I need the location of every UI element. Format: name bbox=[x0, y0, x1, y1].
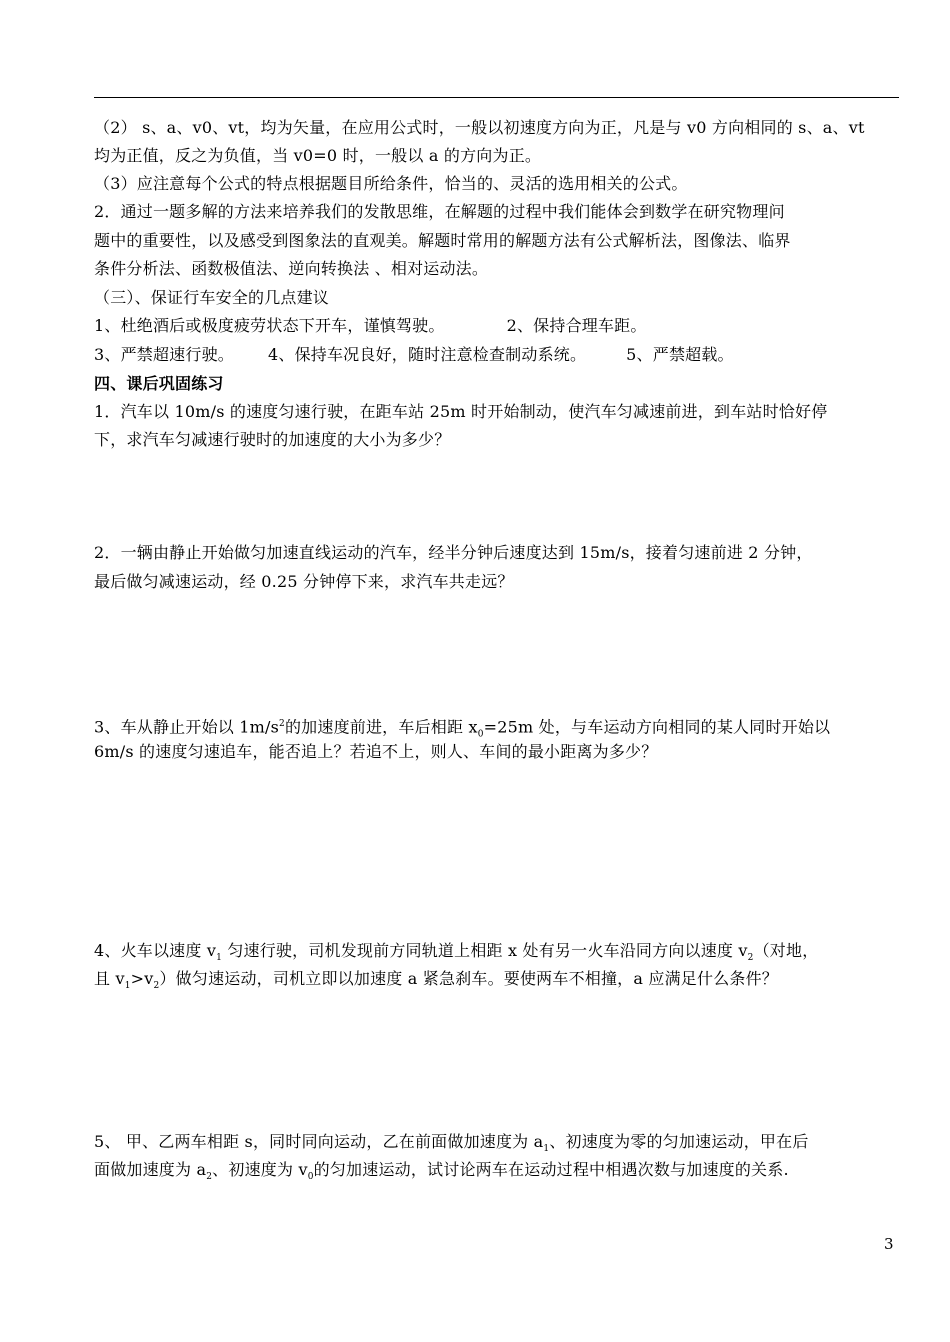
question-5-line-1: 5、 甲、乙两车相距 s，同时同向运动，乙在前面做加速度为 $a_1$、初速度为零的匀加速运动，甲在后 bbox=[94, 1132, 809, 1155]
section-title: 四、课后巩固练习 bbox=[94, 374, 224, 393]
question-2-line-1: 2．一辆由静止开始做匀加速直线运动的汽车，经半分钟后速度达到 15m/s，接着匀速前进 2 分钟， bbox=[94, 543, 813, 562]
tip-4: 4、保持车况良好，随时注意检查制动系统。 bbox=[267, 345, 587, 364]
question-1-line-1: 1．汽车以 10m/s 的速度匀速行驶，在距车站 25m 时开始制动，使汽车匀减速前进，到车站时恰好停 bbox=[94, 402, 828, 421]
tip-5: 5、严禁超载。 bbox=[626, 345, 734, 364]
question-2-line-2: 最后做匀减速运动，经 0.25 分钟停下来，求汽车共走远？ bbox=[94, 572, 514, 591]
text-line: （3）应注意每个公式的特点根据题目所给条件，恰当的、灵活的选用相关的公式。 bbox=[94, 174, 688, 193]
tips-line bbox=[94, 316, 904, 336]
question-4-line-2: 且 $v_1>v_2$）做匀速运动，司机立即以加速度 a 紧急刹车。要使两车不相撞，a 应满足什么条件？ bbox=[94, 969, 779, 992]
tips-line bbox=[94, 345, 904, 365]
tip-1: 1、杜绝酒后或极度疲劳状态下开车，谨慎驾驶。 bbox=[94, 316, 445, 335]
question-3-line-2: 6m/s 的速度匀速追车，能否追上？若追不上，则人、车间的最小距离为多少？ bbox=[94, 742, 658, 761]
question-5-line-2: 面做加速度为 $a_2$、初速度为 $v_0$的匀加速运动，试讨论两车在运动过程中相遇次数与加速度的关系. bbox=[94, 1160, 789, 1183]
text-line: 2．通过一题多解的方法来培养我们的发散思维，在解题的过程中我们能体会到数学在研究物理问 bbox=[94, 202, 785, 221]
header-rule bbox=[94, 97, 899, 98]
subsection-heading: （三）、保证行车安全的几点建议 bbox=[94, 288, 330, 307]
text-line: 条件分析法、函数极值法、逆向转换法 、相对运动法。 bbox=[94, 259, 489, 278]
page-number: 3 bbox=[884, 1235, 894, 1253]
tip-2: 2、保持合理车距。 bbox=[506, 316, 647, 335]
text-line: 均为正值，反之为负值，当 v0=0 时，一般以 a 的方向为正。 bbox=[94, 146, 542, 165]
question-3-line-1: 3、车从静止开始以 $1m/s^2$的加速度前进，车后相距 $x_0=25m$ 处，与车运动方向相同的某人同时开始以 bbox=[94, 717, 831, 740]
text-line: 题中的重要性，以及感受到图象法的直观美。解题时常用的解题方法有公式解析法，图像法、临界 bbox=[94, 231, 791, 250]
question-1-line-2: 下，求汽车匀减速行驶时的加速度的大小为多少？ bbox=[94, 430, 451, 449]
text-line: （2） s、a、v0、vt，均为矢量，在应用公式时，一般以初速度方向为正，凡是与 v0 方向相同的 s、a、vt bbox=[94, 118, 865, 137]
question-4-line-1: 4、火车以速度 $v_1$ 匀速行驶，司机发现前方同轨道上相距 x 处有另一火车沿同方向以速度 $v_2$（对地， bbox=[94, 941, 819, 964]
tip-3: 3、严禁超速行驶。 bbox=[94, 345, 234, 364]
